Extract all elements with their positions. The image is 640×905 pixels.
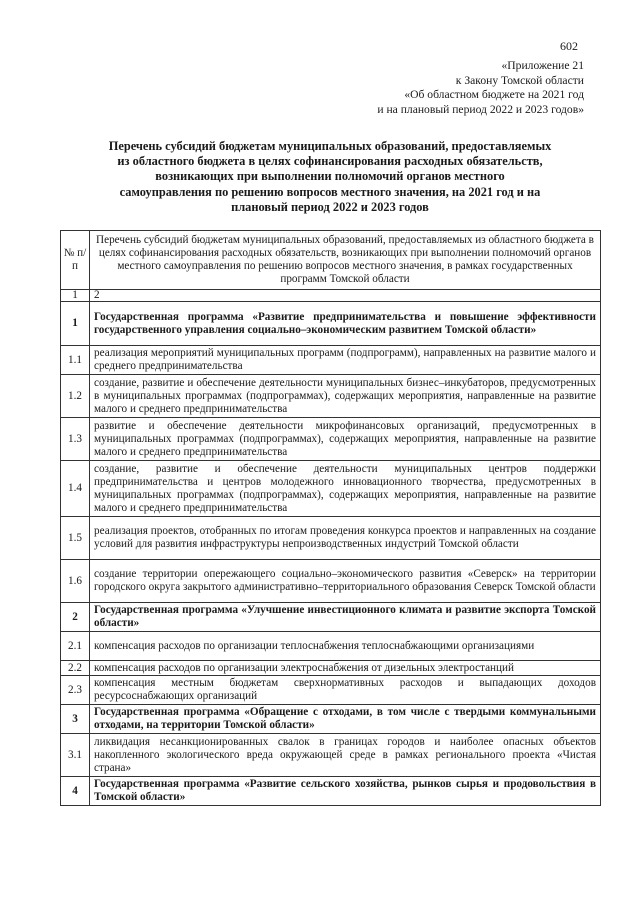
table-body [61, 231, 601, 806]
subsidy-row [61, 676, 601, 705]
subsidy-description-cell: создание, развитие и обеспечение деятельности муниципальных бизнес–инкубаторов, предусмотренных в муниципальных программах (подпрограммах), содержащих мероприятия, направленные на развитие малого и среднего предпринимательства [90, 375, 601, 418]
header-text-cell: Перечень субсидий бюджетам муниципальных образований, предоставляемых из областного бюджета в целях софинансирования расходных обязательств, возникающих при выполнении полномочий органов местного самоуправления по решению вопросов местного значения, в рамках государственных программ Томской области [90, 231, 601, 290]
row-number-cell: 2.2 [61, 661, 90, 676]
row-number-cell: 1.4 [61, 461, 90, 517]
appendix-line: к Закону Томской области [455, 73, 584, 87]
row-number-cell: 1.1 [61, 346, 90, 375]
row-number-cell: 1.2 [61, 375, 90, 418]
program-name-cell: Государственная программа «Развитие сельского хозяйства, рынков сырья и продовольствия в Томской области» [90, 777, 601, 806]
program-row [61, 777, 601, 806]
table-header-row [61, 231, 601, 290]
program-row [61, 603, 601, 632]
subsidy-description-cell: создание территории опережающего социально–экономического развития «Северск» на территории городского округа закрытого административно–территориального образования Северск Томской области [90, 560, 601, 603]
subsidy-description-cell: компенсация расходов по организации электроснабжения от дизельных электростанций [90, 661, 601, 676]
subsidy-description-cell: реализация мероприятий муниципальных программ (подпрограмм), направленных на развитие малого и среднего предпринимательства [90, 346, 601, 375]
row-number-cell: 2.3 [61, 676, 90, 705]
title-line: самоуправления по решению вопросов местного значения, на 2021 год и на [119, 184, 541, 199]
program-name-cell: Государственная программа «Развитие предпринимательства и повышение эффективности государственного управления социально–экономическим развитием Томской области» [90, 302, 601, 346]
column-numbers-row [61, 290, 601, 302]
title-line: из областного бюджета в целях софинансирования расходных обязательств, [117, 154, 543, 169]
page-number: 602 [560, 39, 578, 53]
appendix-line: «Приложение 21 [501, 59, 584, 72]
row-number-cell: 1.6 [61, 560, 90, 603]
subsidy-description-cell: создание, развитие и обеспечение деятельности муниципальных центров поддержки предпринимательства и центров молодежного инновационного творчества, предусмотренных в муниципальных программах (подпрограммах), содержащих мероприятия, направленные на развитие малого и среднего предпринимательства [90, 461, 601, 517]
subsidy-description-cell: реализация проектов, отобранных по итогам проведения конкурса проектов и направленных на создание условий для развития инфраструктуры непроизводственных индустрий Томской области [90, 517, 601, 560]
row-number-cell: 2 [61, 603, 90, 632]
subsidies-table [60, 230, 601, 806]
subsidy-row [61, 418, 601, 461]
program-row [61, 302, 601, 346]
row-number-cell: 1 [61, 302, 90, 346]
program-name-cell: Государственная программа «Обращение с отходами, в том числе с твердыми коммунальными отходами, на территории Томской области» [90, 705, 601, 734]
title-line: плановый период 2022 и 2023 годов [231, 199, 429, 214]
column-number-cell: 2 [90, 290, 601, 302]
appendix-line: «Об областном бюджете на 2021 год [404, 88, 584, 102]
subsidy-row [61, 517, 601, 560]
subsidy-row [61, 734, 601, 777]
column-number-cell: 1 [61, 290, 90, 302]
row-number-cell: 1.5 [61, 517, 90, 560]
row-number-cell: 3 [61, 705, 90, 734]
program-name-cell: Государственная программа «Улучшение инвестиционного климата и развитие экспорта Томской области» [90, 603, 601, 632]
header-num-cell: № п/п [61, 231, 90, 290]
subsidy-row [61, 560, 601, 603]
appendix-line: и на плановый период 2022 и 2023 годов» [377, 102, 584, 116]
title-line: возникающих при выполнении полномочий органов местного [155, 169, 505, 184]
subsidy-row [61, 461, 601, 517]
subsidy-description-cell: ликвидация несанкционированных свалок в границах городов и наиболее опасных объектов накопленного экологического вреда окружающей среде в рамках регионального проекта «Чистая страна» [90, 734, 601, 777]
subsidy-description-cell: компенсация местным бюджетам сверхнормативных расходов и выпадающих доходов ресурсоснабжающих организаций [90, 676, 601, 705]
title-line: Перечень субсидий бюджетам муниципальных образований, предоставляемых [108, 139, 552, 153]
subsidy-row [61, 632, 601, 661]
subsidy-row [61, 661, 601, 676]
subsidy-description-cell: развитие и обеспечение деятельности микрофинансовых организаций, предусмотренных в муниципальных программах (подпрограммах), содержащих мероприятия, направленные на развитие малого и среднего предпринимательства [90, 418, 601, 461]
document-title [60, 139, 600, 215]
row-number-cell: 2.1 [61, 632, 90, 661]
subsidy-description-cell: компенсация расходов по организации теплоснабжения теплоснабжающими организациями [90, 632, 601, 661]
subsidy-row [61, 375, 601, 418]
subsidy-row [61, 346, 601, 375]
row-number-cell: 1.3 [61, 418, 90, 461]
appendix-reference [377, 59, 584, 117]
row-number-cell: 4 [61, 777, 90, 806]
row-number-cell: 3.1 [61, 734, 90, 777]
program-row [61, 705, 601, 734]
